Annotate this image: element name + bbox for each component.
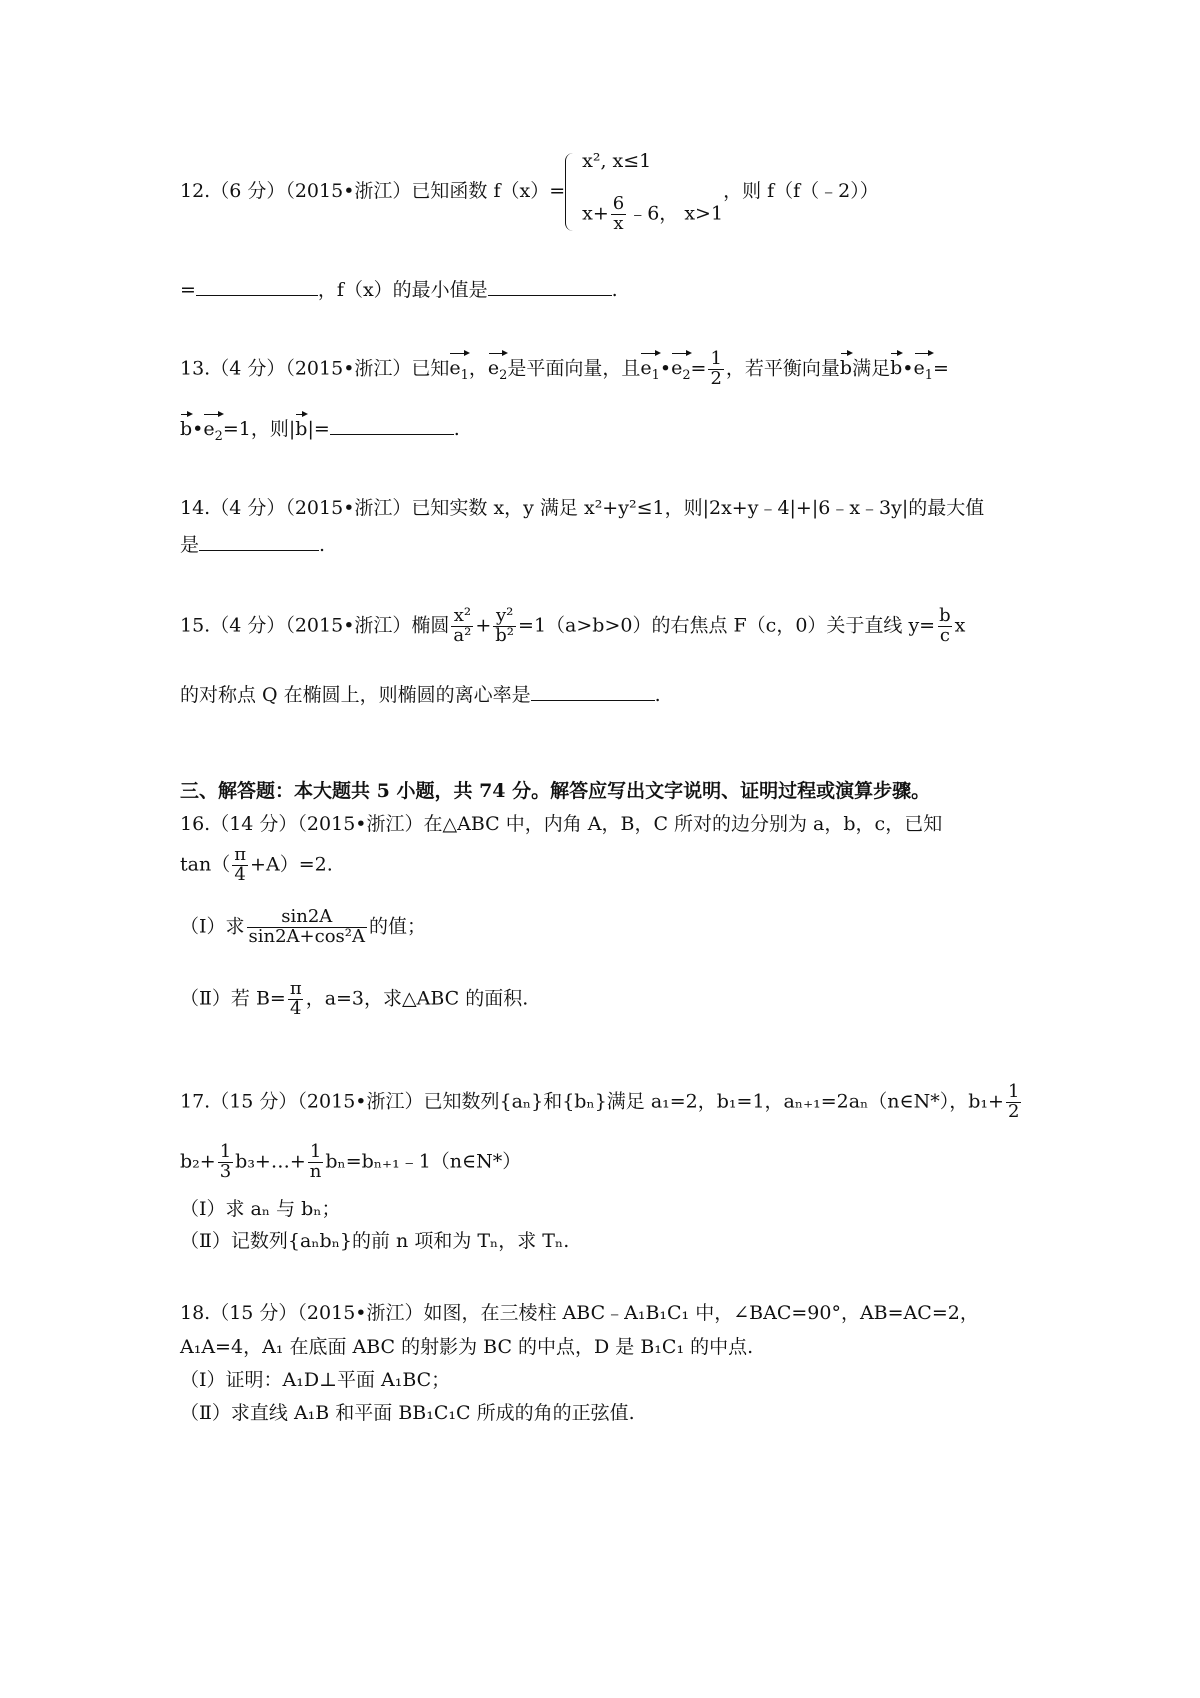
question-16-part1: （Ⅰ）求 $\frac{\sin 2A}{\text{sin2A+cos²A}}$ 的值； bbox=[180, 906, 427, 947]
question-18-part1: （Ⅰ）证明：A₁D⊥平面 A₁BC； bbox=[180, 1369, 451, 1391]
question-16-line1: 16.（14 分）（2015•浙江）在△ABC 中，内角 A，B，C 所对的边分别为 a，b，c，已知 bbox=[180, 813, 943, 835]
question-14-line2: 是 . bbox=[180, 530, 325, 557]
fraction-sin2a: $\frac{\sin 2A}{\text{sin2A+cos²A}}$ bbox=[248, 906, 366, 947]
question-17-part2: （Ⅱ）记数列{aₙbₙ}的前 n 项和为 Tₙ，求 Tₙ. bbox=[180, 1230, 570, 1252]
q12-case1: x², x≤1 bbox=[582, 150, 652, 172]
question-13-line2: $b•e_2=1$，则|b|= . bbox=[180, 412, 460, 444]
fraction-y2-b2: $\frac{\text{y²}}{\text{b²}}$ bbox=[495, 605, 515, 646]
fraction-pi-4: $\frac{\pi}{4}$ bbox=[234, 844, 247, 885]
question-14-line1: 14.（4 分）（2015•浙江）已知实数 x，y 满足 x²+y²≤1，则|2x+y﹣4|+|6﹣x﹣3y|的最大值 bbox=[180, 497, 985, 519]
question-16-line2: tan（ $\frac{\pi}{4}$ +A）=2. bbox=[180, 844, 333, 885]
question-18-line1: 18.（15 分）（2015•浙江）如图，在三棱柱 ABC﹣A₁B₁C₁ 中，∠BAC=90°，AB=AC=2， bbox=[180, 1302, 979, 1324]
vector-e2: $e_2$ bbox=[488, 351, 507, 383]
question-18-part2: （Ⅱ）求直线 A₁B 和平面 BB₁C₁C 所成的角的正弦值. bbox=[180, 1402, 635, 1424]
answer-blank bbox=[330, 414, 454, 435]
section-heading: 三、解答题：本大题共 5 小题，共 74 分。解答应写出文字说明、证明过程或演算步骤。 bbox=[180, 780, 931, 802]
answer-blank bbox=[196, 275, 318, 296]
fraction-x2-a2: $\frac{\text{x²}}{\text{a²}}$ bbox=[453, 605, 472, 646]
question-13-line1: 13.（4 分）（2015•浙江）已知$e_1$，$e_2$是平面向量，且$e_1•e_2=$ $\frac{1}{2}$ ，若平衡向量b满足$b•e_1=$ bbox=[180, 348, 949, 389]
question-12-line1 bbox=[180, 150, 879, 234]
question-12-line2: = ，f（x）的最小值是 . bbox=[180, 275, 618, 302]
answer-blank bbox=[488, 275, 612, 296]
q12-case2: x+ $\frac{6}{x}$ ﹣6， x>1 bbox=[582, 193, 724, 235]
q12-suffix: ，则 f（f（﹣2）） bbox=[723, 180, 879, 202]
question-15-line1: 15.（4 分）（2015•浙江）椭圆 $\frac{\text{x²}}{\text{a²}}$ + $\frac{\text{y²}}{\text{b²}}$ =1（a>b>0）的右焦点 F（c，0）关于直线 y= $\frac{b}{c}$ x bbox=[180, 605, 966, 646]
question-17-line2: b₂+ $\frac{1}{3}$ b₃+…+ $\frac{1}{n}$ bₙ=bₙ₊₁﹣1（n∈N*） bbox=[180, 1141, 522, 1182]
question-17-line1: 17.（15 分）（2015•浙江）已知数列{aₙ}和{bₙ}满足 a₁=2，b₁=1，aₙ₊₁=2aₙ（n∈N*），b₁+ $\frac{1}{2}$ bbox=[180, 1081, 1020, 1122]
vector-b: b bbox=[840, 351, 852, 380]
answer-blank bbox=[531, 680, 655, 701]
fraction-half: $\frac{1}{2}$ bbox=[710, 348, 722, 389]
question-18-line2: A₁A=4，A₁ 在底面 ABC 的射影为 BC 的中点，D 是 B₁C₁ 的中点. bbox=[180, 1336, 754, 1358]
q12-piecewise bbox=[565, 150, 723, 234]
question-16-part2: （Ⅱ）若 B= $\frac{\pi}{4}$ ，a=3，求△ABC 的面积. bbox=[180, 978, 529, 1019]
vector-e1: $e_1$ bbox=[449, 351, 468, 383]
q12-prefix: 12.（6 分）（2015•浙江）已知函数 f（x）= bbox=[180, 180, 566, 202]
fraction-b-c: $\frac{b}{c}$ bbox=[939, 605, 951, 646]
answer-blank bbox=[199, 530, 319, 551]
question-17-part1: （Ⅰ）求 aₙ 与 bₙ； bbox=[180, 1198, 341, 1220]
q12-brace bbox=[565, 153, 576, 231]
question-15-line2: 的对称点 Q 在椭圆上，则椭圆的离心率是 . bbox=[180, 680, 661, 707]
